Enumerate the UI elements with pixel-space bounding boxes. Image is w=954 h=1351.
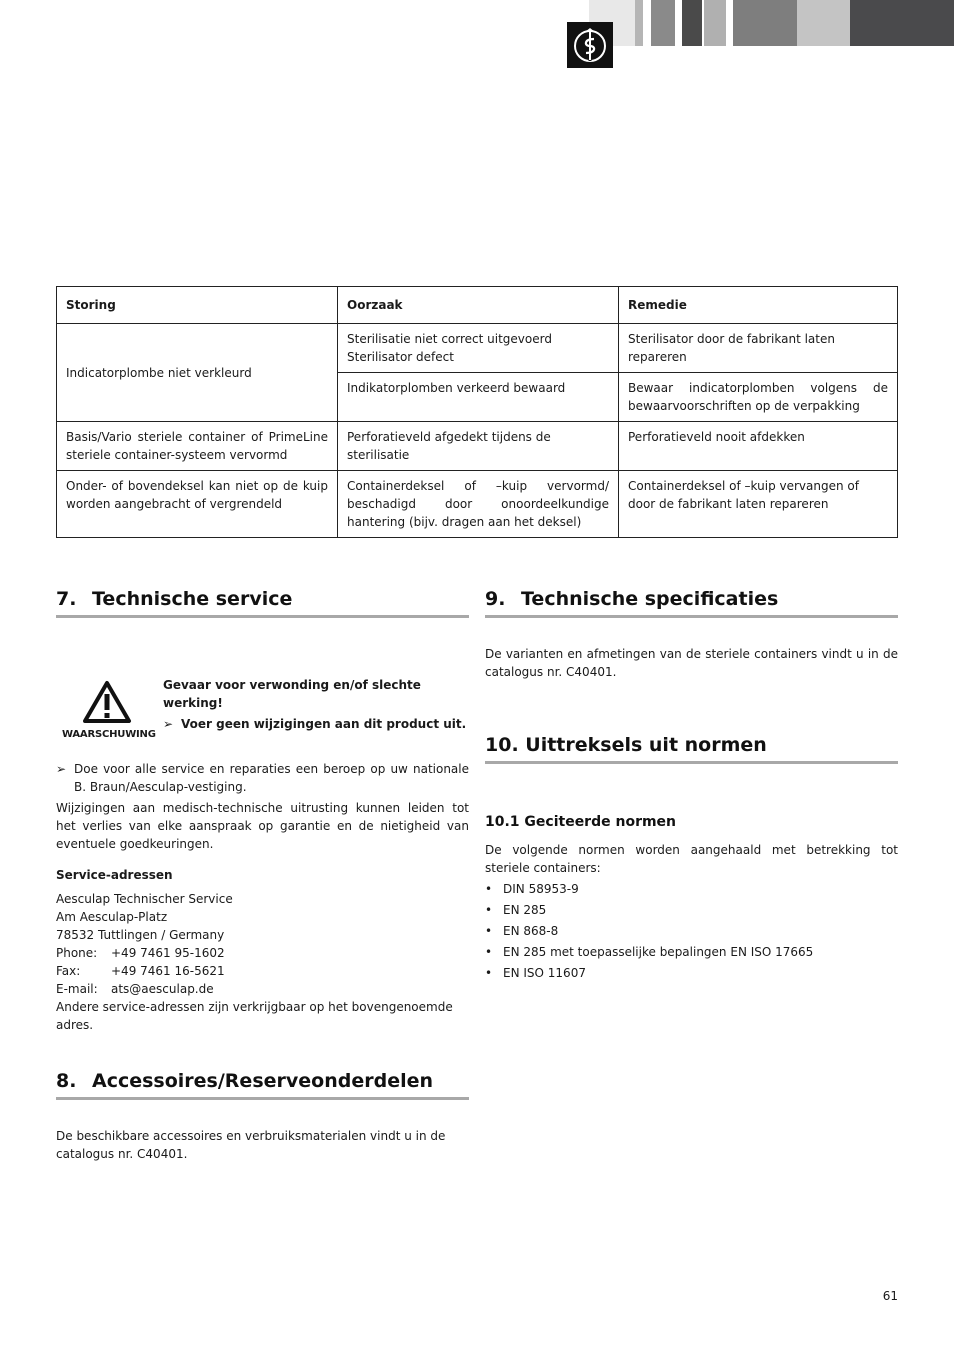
warning-symbol <box>62 680 156 740</box>
section-title: 10. Uittreksels uit normen <box>485 734 767 756</box>
page-number: 61 <box>882 1289 898 1303</box>
cell-line: Sterilisator defect <box>347 350 454 364</box>
table-cell: Onder- of bovendeksel kan niet op de kuip worden aangebracht of vergrendeld <box>57 471 338 538</box>
troubleshooting-table <box>56 286 898 538</box>
section-number: 9. <box>485 588 506 610</box>
table-cell: Indikatorplomben verkeerd bewaard <box>338 373 619 422</box>
subsection-10-1-heading: 10.1 Geciteerde normen <box>485 814 677 830</box>
list-item <box>485 964 898 985</box>
section-title: Technische specificaties <box>521 588 779 610</box>
norm-text: EN ISO 11607 <box>503 966 586 980</box>
instruction-item <box>56 760 469 796</box>
header-bar <box>635 0 643 46</box>
table-cell <box>338 324 619 373</box>
address-line: Aesculap Technischer Service <box>56 892 233 906</box>
table-cell: Bewaar indicatorplomben volgens de bewaarvoorschriften op de verpakking <box>619 373 898 422</box>
list-item <box>485 922 898 943</box>
section-title: Accessoires/Reserveonderdelen <box>92 1070 434 1092</box>
address-line: 78532 Tuttlingen / Germany <box>56 928 225 942</box>
arrow-bullet-icon: ➢ <box>56 762 67 776</box>
aesculap-staff-icon <box>571 26 609 64</box>
warning-triangle-icon <box>82 680 132 724</box>
table-row <box>57 422 898 471</box>
column-header-oorzaak: Oorzaak <box>338 287 619 324</box>
header-bar <box>682 0 702 46</box>
header-bar <box>651 0 675 46</box>
warning-instruction-item <box>163 715 469 733</box>
column-header-storing: Storing <box>57 287 338 324</box>
table-row <box>57 324 898 373</box>
section-9-heading <box>485 588 898 618</box>
table-cell: Sterilisator door de fabrikant laten repareren <box>619 324 898 373</box>
section-number: 8. <box>56 1070 77 1092</box>
bullet-icon: • <box>485 903 493 917</box>
section-number: 7. <box>56 588 77 610</box>
section-10-heading <box>485 734 898 764</box>
header-bar <box>733 0 797 46</box>
section-7-body <box>56 760 469 1034</box>
contact-row <box>56 980 469 998</box>
contact-value: +49 7461 95-1602 <box>111 946 225 960</box>
accessories-paragraph: De beschikbare accessoires en verbruiksmaterialen vindt u in de catalogus nr. C40401. <box>56 1129 446 1161</box>
column-header-remedie: Remedie <box>619 287 898 324</box>
list-item <box>485 880 898 901</box>
contact-value: +49 7461 16-5621 <box>111 964 225 978</box>
warning-title: Gevaar voor verwonding en/of slechte werking! <box>163 678 421 710</box>
bullet-icon: • <box>485 945 493 959</box>
service-address <box>56 890 469 998</box>
list-item <box>485 901 898 922</box>
norm-text: EN 285 met toepasselijke bepalingen EN ISO 17665 <box>503 945 814 959</box>
contact-row <box>56 944 469 962</box>
table-header-row <box>57 287 898 324</box>
instruction-text: Doe voor alle service en reparaties een beroep op uw nationale B. Braun/Aesculap-vestiging. <box>74 762 469 794</box>
norm-text: DIN 58953-9 <box>503 882 579 896</box>
table-cell: Indicatorplombe niet verkleurd <box>57 324 338 422</box>
contact-value: ats@aesculap.de <box>111 982 214 996</box>
section-8-heading <box>56 1070 469 1100</box>
service-addresses-heading: Service-adressen <box>56 868 173 882</box>
bullet-icon: • <box>485 924 493 938</box>
norms-intro: De volgende normen worden aangehaald met betrekking tot steriele containers: <box>485 843 898 875</box>
contact-row <box>56 962 469 980</box>
warning-label: WAARSCHUWING <box>62 729 156 740</box>
section-7-heading <box>56 588 469 618</box>
specifications-paragraph: De varianten en afmetingen van de steriele containers vindt u in de catalogus nr. C40401. <box>485 647 898 679</box>
table-row <box>57 471 898 538</box>
norms-list <box>485 880 898 985</box>
arrow-bullet-icon: ➢ <box>163 717 174 731</box>
table-cell: Containerdeksel of –kuip vervormd/ beschadigd door onoordeelkundige hantering (bijv. dragen aan het deksel) <box>338 471 619 538</box>
contact-key: Phone: <box>56 946 98 960</box>
header-bar <box>797 0 850 46</box>
header-bar <box>850 0 954 46</box>
contact-key: E-mail: <box>56 982 98 996</box>
norm-text: EN 285 <box>503 903 547 917</box>
bullet-icon: • <box>485 882 493 896</box>
warning-text <box>163 676 469 733</box>
table-cell: Containerdeksel of –kuip vervangen of door de fabrikant laten repareren <box>619 471 898 538</box>
bullet-icon: • <box>485 966 493 980</box>
address-line: Am Aesculap-Platz <box>56 910 168 924</box>
section-10-body <box>485 841 898 985</box>
contact-key: Fax: <box>56 964 81 978</box>
norm-text: EN 868-8 <box>503 924 559 938</box>
table-cell: Perforatieveld nooit afdekken <box>619 422 898 471</box>
aesculap-logo <box>567 22 613 68</box>
header-bar <box>704 0 726 46</box>
cell-line: Sterilisatie niet correct uitgevoerd <box>347 332 552 346</box>
table-cell: Perforatieveld afgedekt tijdens de sterilisatie <box>338 422 619 471</box>
warning-instruction: Voer geen wijzigingen aan dit product uit. <box>181 717 467 731</box>
list-item <box>485 943 898 964</box>
warranty-paragraph: Wijzigingen aan medisch-technische uitrusting kunnen leiden tot het verlies van elke aanspraak op garantie en de nietigheid van eventuele goedkeuringen. <box>56 801 469 851</box>
other-addresses-text: Andere service-adressen zijn verkrijgbaar op het bovengenoemde adres. <box>56 1000 453 1032</box>
section-title: Technische service <box>92 588 293 610</box>
table-cell: Basis/Vario steriele container of PrimeLine steriele container-systeem vervormd <box>57 422 338 471</box>
